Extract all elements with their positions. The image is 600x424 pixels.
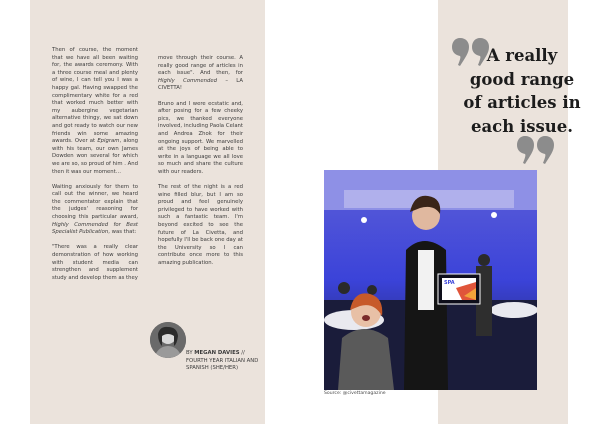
award-ceremony-photo — [324, 170, 537, 390]
paragraph: Waiting anxiously for them to call out the winner, we heard the commentator explain that the judges' reasoning for choosing this particular award, Highly Commended for Best Specialist Publication, was that: — [52, 183, 138, 236]
article-column-left — [52, 47, 138, 290]
photo-caption: Source: @civettamagazine — [324, 391, 386, 396]
author-byline: BY MEGAN DAVIES // FOURTH YEAR ITALIAN AND SPANISH (SHE/HER) — [186, 350, 259, 372]
article-column-right — [158, 55, 243, 275]
certificate-label: SPA — [444, 280, 455, 286]
pull-quote: A really good range of articles in each issue. — [463, 46, 581, 136]
close-quote-icon — [517, 136, 555, 164]
paragraph: "There was a really clear demonstration of how working with student media can strengthen and supplement study and develop them as they — [52, 244, 138, 281]
author-avatar — [150, 322, 186, 358]
paragraph: Bruno and I were ecstatic and, after posing for a few cheeky pics, we thanked everyone involved, including Paola Celant and Andrea Zhok for their ongoing support. We marvelled at the joys of being able to write in a language we all love so much and share the culture with our readers. — [158, 100, 243, 175]
paragraph: move through their course. A really good range of articles in each issue". And then, for Highly Commended – LA CIVETTA! — [158, 55, 243, 92]
paragraph: Then of course, the moment that we have all been waiting for, the awards ceremony. With a three course meal and plenty of wine, I can tell you I was a happy gal. Having swapped the complimentary white for a red that worked much better with my aubergine vegetarian alternative thingy, we sat down and got ready to watch our new friends win some amazing awards. Over at Epigram, along with his team, our own James Dowden won several for which we are so, so proud of him . And then it was our moment… — [52, 47, 138, 175]
author-name: MEGAN DAVIES — [194, 350, 240, 356]
paragraph: The rest of the night is a red wine filled blur, but I am so proud and feel genuinely privileged to have worked with such a fantastic team. I'm beyond excited to see the future of La Civetta, and hopefully I'll be back one day at the University so I can contribute once more to this amazing publication. — [158, 184, 243, 267]
